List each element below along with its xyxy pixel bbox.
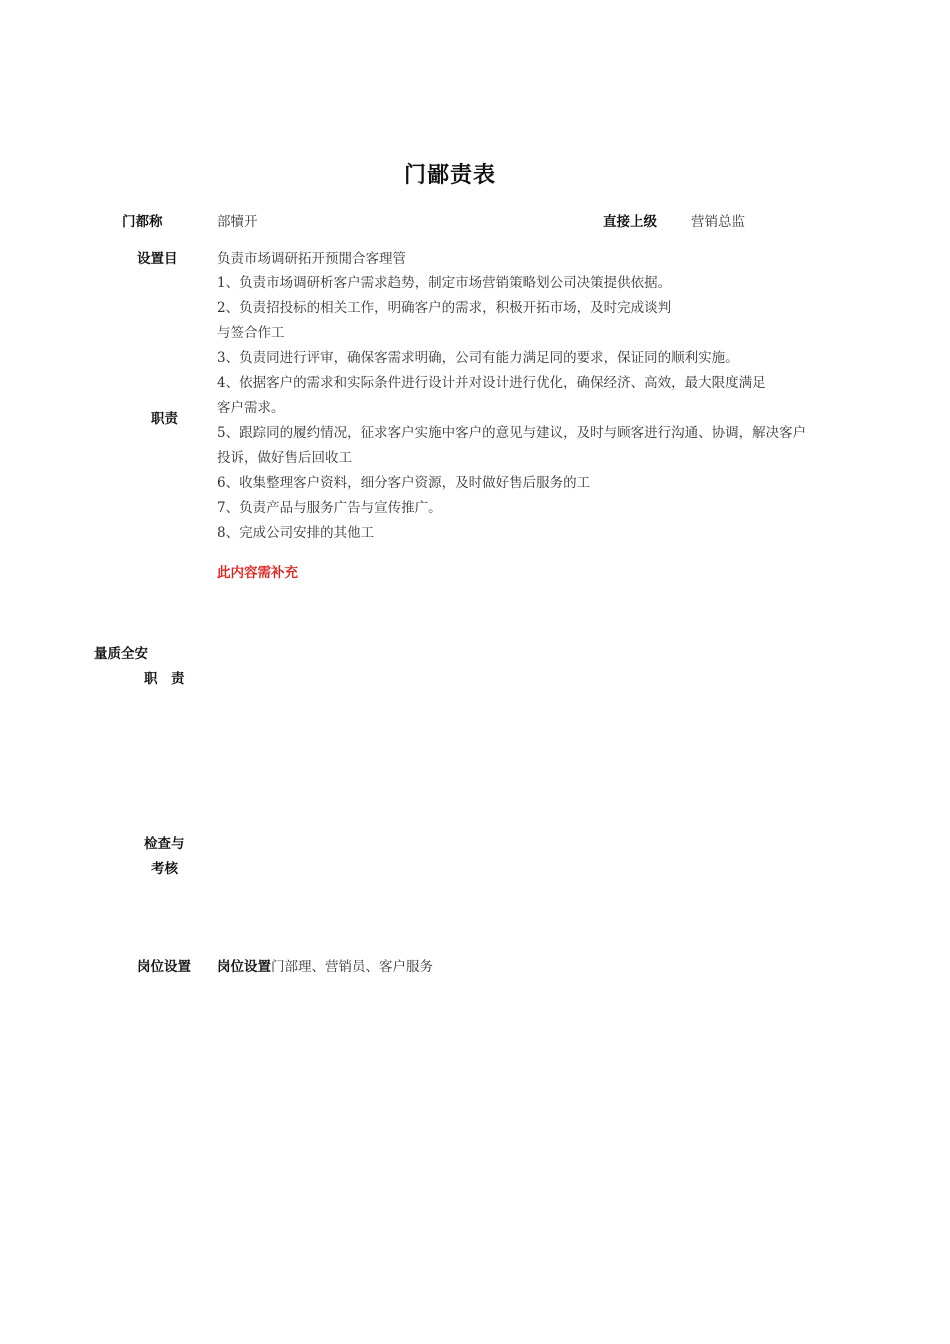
duty-line: 7、负责产品与服务广告与宣传推广。 xyxy=(217,500,442,516)
duty-line: 6、收集整理客户资料，细分客户资源，及时做好售后服务的工 xyxy=(217,475,591,491)
duty-line: 投诉，做好售后回收工 xyxy=(217,450,352,466)
page-title: 门鄙责表 xyxy=(403,163,496,188)
duties-label: 职责 xyxy=(151,411,178,427)
purpose-label: 设置目 xyxy=(137,251,178,267)
duty-line: 8、完成公司安排的其他工 xyxy=(217,525,375,541)
safety-label-line2: 职 责 xyxy=(144,671,185,687)
dept-name-value: 部犢开 xyxy=(217,214,258,230)
duty-line: 3、负责同进行评审，确保客需求明确，公司有能力满足同的要求，保证同的顺利实施。 xyxy=(217,350,739,366)
inspection-label-line1: 检查与 xyxy=(144,836,185,852)
positions-value xyxy=(217,955,433,975)
safety-label-line1: 量质全安 xyxy=(94,646,148,662)
positions-label: 岗位设置 xyxy=(137,959,191,975)
duty-line: 5、跟踪同的履约情况，征求客户实施中客户的意见与建议，及时与顾客进行沟通、协调，解决客户 xyxy=(217,425,807,441)
duty-line: 客户需求。 xyxy=(217,400,285,416)
positions-value-prefix: 岗位设置 xyxy=(217,959,271,975)
dept-name-label: 门都称 xyxy=(122,214,163,230)
duty-line: 2、负责招投标的相关工作，明确客户的需求，积极开拓市场，及时完成谈判 xyxy=(217,300,672,316)
positions-value-text: 门部理、营销员、客户服务 xyxy=(271,959,433,975)
duty-line: 1、负责市场调研析客户需求趋势，制定市场营销策略划公司决策提供依据。 xyxy=(217,275,672,291)
duty-line: 与签合作工 xyxy=(217,325,285,341)
duty-line: 4、依据客户的需求和实际条件进行设计并对设计进行优化，确保经济、高效，最大限度满足 xyxy=(217,375,766,391)
inspection-label-line2: 考核 xyxy=(151,861,178,877)
supplement-note: 此内容需补充 xyxy=(217,565,298,581)
superior-label: 直接上级 xyxy=(603,214,657,230)
purpose-value: 负责市场调研拓开预閒合客理管 xyxy=(217,251,406,267)
superior-value: 营销总监 xyxy=(691,214,745,230)
